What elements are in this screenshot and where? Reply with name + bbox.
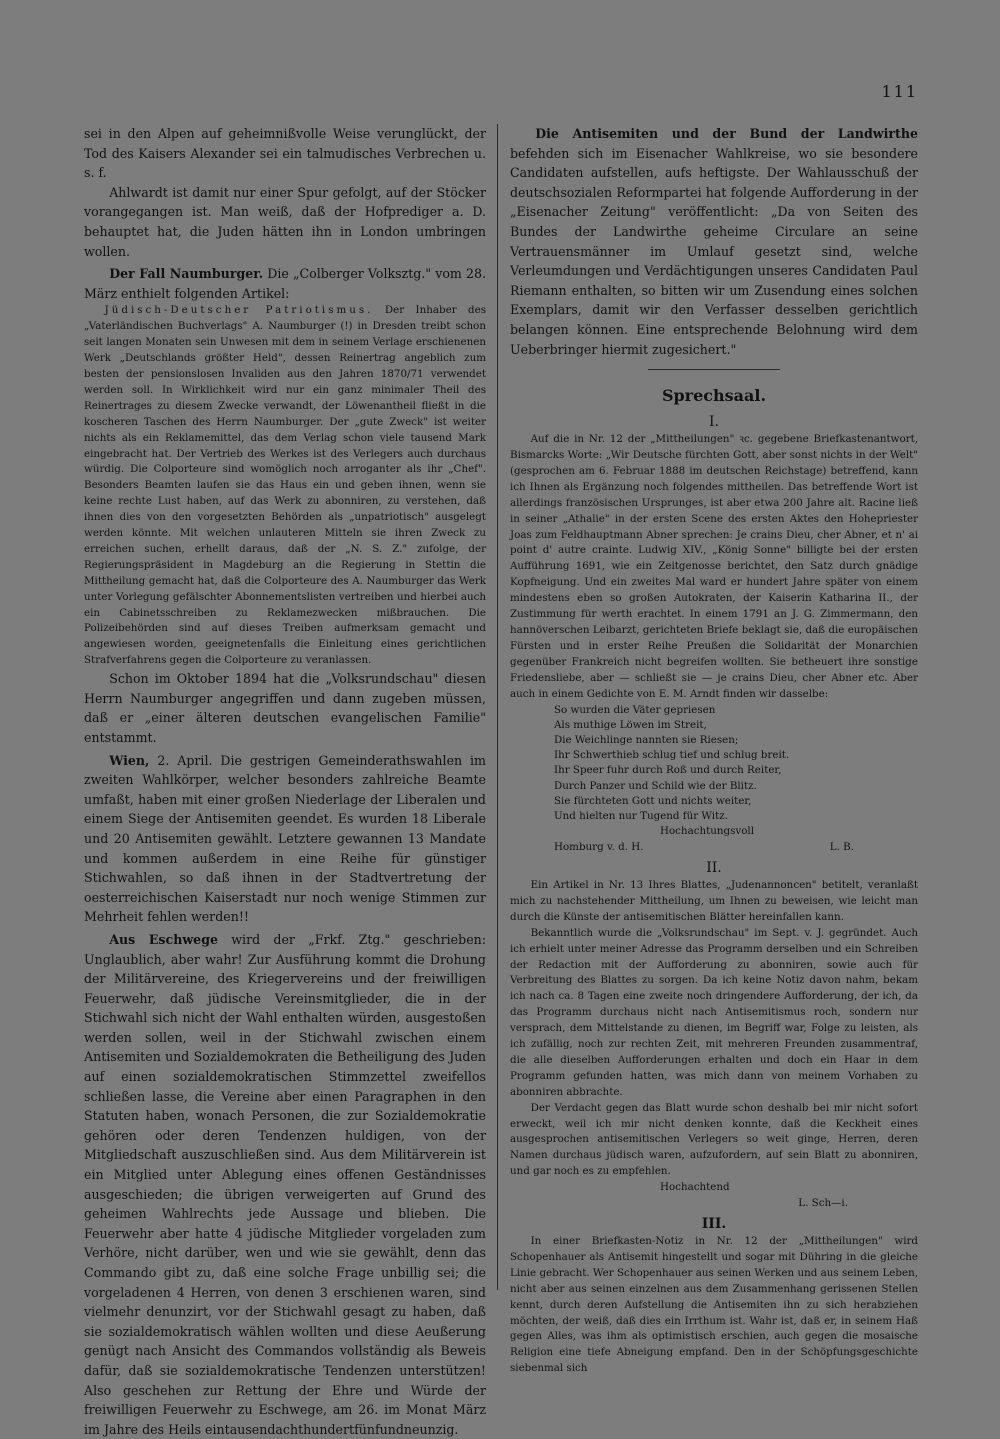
paragraph-volksrundschau: Schon im Oktober 1894 hat die „Volksrundschau" diesen Herrn Naumburger angegriffen und dann zugeben müssen, daß er „einer älteren deutschen evangelischen Familie" entstammt. — [84, 671, 486, 745]
letter-1-text: Auf die in Nr. 12 der „Mittheilungen" ꝛc. gegebene Briefkastenantwort, Bismarcks Worte: „Wir Deutsche fürchten Gott, aber sonst nichts in der Welt" (gesprochen am 6. Februar 1888 im deutschen Reichstage) betreffend, kann ich Ihnen als Ergänzung noch folgendes mittheilen. Das betreffende Wort ist allerdings französischen Ursprunges, ist aber etwa 200 Jahre alt. Racine ließ in seiner „Athalie" in der ersten Scene des ersten Aktes den Hohepriester Joas zum Feldhauptmann Abner sprechen: Je crains Dieu, cher Abner, et n' ai point d' autre crainte. Ludwig XIV., „König Sonne" billigte bei der ersten Aufführung 1691, wie ein Zeitgenosse berichtet, den Satz durch gnädige Kopfneigung. Und ein zweites Mal ward er hundert Jahre später von einem mindestens eben so großen Autokraten, der Kaiserin Katharina II., der Zustimmung für werth erachtet. In einem 1791 an J. G. Zimmermann, den hannöverschen Leibarzt, gerichteten Briefe beklagt sie, daß die europäischen Fürsten und in erster Reihe Preußen die Solidarität der Monarchien gegenüber Frankreich nicht begreifen wollten. Sie betheuert ihre sonstige Friedensliebe, aber — schließt sie — je crains Dieu, cher Abner etc. Aber auch in einem Gedichte von E. M. Arndt finden wir dasselbe: — [510, 433, 918, 700]
poem-line: Die Weichlinge nannten sie Riesen; — [554, 733, 739, 746]
poem-line: Ihr Schwerthieb schlug tief und schlug breit. — [554, 749, 790, 762]
page-number: 111 — [881, 82, 918, 101]
poem-line: Durch Panzer und Schild wie der Blitz. — [554, 779, 757, 792]
article-naumburger — [84, 264, 486, 303]
letter-number-1: I. — [709, 414, 719, 431]
letter-2-signature: L. Sch—i. — [798, 1197, 848, 1210]
article-text-bund: befehden sich im Eisenacher Wahlkreise, wo sie besondere Candidaten aufstellen, aufs heftigste. Der Wahlausschuß der deutschsozialen Reformpartei hat folgende Aufforderung in der „Eisenacher Zeitung" veröffentlicht: „Da von Seiten des Bundes der Landwirthe geheime Circulare an seine Vertrauensmänner im Umlauf gesetzt sind, welche Verleumdungen und Verdächtigungen unseres Candidaten Paul Riemann enthalten, so bitten wir um Zusendung eines solchen Exemplars, damit wir den Verfasser desselben gerichtlich belangen können. Eine entsprechende Belohnung wird dem Ueberbringer hiermit zugesichert." — [510, 145, 918, 357]
poem-line: Sie fürchteten Gott und nichts weiter, — [554, 794, 752, 807]
article-heading-bund: Die Antisemiten und der Bund der Landwirthe — [535, 126, 918, 141]
left-column — [84, 124, 486, 1439]
letter-1-signature-row — [510, 840, 918, 856]
poem-line: Ihr Speer fuhr durch Roß und durch Reiter, — [554, 764, 782, 777]
article-text-eschwege: wird der „Frkf. Ztg." geschrieben: Unglaublich, aber wahr! Zur Ausführung kommt die Drohung der Militärvereine, des Kriegervereins und der freiwilligen Feuerwehr, daß jüdische Vereinsmitglieder, die in der Stichwahl sich nicht der Wahl enthalten würden, ausgestoßen werden sollen, weil in der Stichwahl zwischen einem Antisemiten und Sozialdemokraten die Betheiligung des Juden auf einen sozialdemokratischen Stimmzettel zweifellos schließen lasse, die Vereine aber einen Paragraphen in den Statuten haben, wonach Personen, die zur Sozialdemokratie gehören oder deren Tendenzen huldigen, von der Mitgliedschaft auszuschließen sind. Aus dem Militärverein ist ein Mitglied unter Ablegung eines offenen Geständnisses ausgeschieden; die übrigen verweigerten auf Grund des geheimen Wahlrechts jede Aussage und blieben. Die Feuerwehr aber hatte 4 jüdische Mitglieder vorgeladen zum Verhöre, nicht darüber, wen und wie sie gewählt, denn das Commando gibt zu, daß eine solche Frage unbillig sei; die vorgeladenen 4 Herren, von denen 3 erschienen waren, sind vielmehr denunzirt, vor der Stichwahl gesagt zu haben, daß sie sozialdemokratisch wählen wollten und diese Aeußerung genügt nach Ansicht des Commandos vollständig als Beweis dafür, daß sie sozialdemokratische Tendenzen unterstützen! Also geschehen zur Rettung der Ehre und Würde der freiwilligen Feuerwehr zu Eschwege, am 26. im Monat März im Jahre des Heils eintausendachthundertfünfundneunzig. — [84, 931, 486, 1437]
article-heading-wien: Wien, — [109, 752, 150, 768]
letter-1-signature: L. B. — [829, 841, 854, 854]
letter-2-paragraph-1: Ein Artikel in Nr. 13 Ihres Blattes, „Judenannoncen" betitelt, veranlaßt mich zu nachstehender Mittheilung, um Ihnen zu beweisen, wie leicht man durch die Künste der antisemitischen Blätter hereinfallen kann. — [510, 878, 918, 923]
article-text-wien: 2. April. Die gestrigen Gemeinderathswahlen im zweiten Wahlkörper, welcher besonders zahlreiche Beamte umfaßt, haben mit einer großen Niederlage der Liberalen und einem Siege der Antisemiten geendet. Es wurden 18 Liberale und 20 Antisemiten gewählt. Letztere gewannen 13 Mandate und kommen außerdem in eine Reihe für günstiger Stichwahlen, so daß ihnen in der Stadtvertretung der oesterreichischen Kaiserstadt nur noch wenige Stimmen zur Mehrheit fehlen werden!! — [84, 752, 486, 925]
letter-number-3: III. — [701, 1216, 727, 1232]
right-column — [510, 124, 918, 1377]
section-rule — [648, 369, 780, 370]
poem-line: Und hielten nur Tugend für Witz. — [554, 809, 728, 822]
letter-3-text: In einer Briefkasten-Notiz in Nr. 12 der „Mittheilungen" wird Schopenhauer als Antisemit hingestellt und sogar mit Dühring in die gleiche Linie gebracht. Wer Schopenhauer aus seinen Werken und aus seinem Leben, nicht aber aus seinen einzelnen aus dem Zusammenhang gerissenen Stellen kennt, durch deren Aufstellung die Antisemiten ihn zu sich herabziehen möchten, der weiß, daß dies ein Irrthum ist. Wahr ist, daß er, in seinem Haß gegen Alles, was ihm als optimistisch erschien, auch gegen die mosaische Religion eine tiefe Abneigung empfand. Den in der Schöpfungsgeschichte siebenmal sich — [510, 1235, 918, 1375]
article-intro-naumburger: Die „Colberger Volksztg." vom 28. März enthielt folgenden Artikel: — [84, 266, 487, 301]
article-bund — [510, 124, 918, 359]
quoted-article-title: Jüdisch-Deutscher Patriotismus. — [104, 304, 374, 317]
paragraph-ahlwardt: Ahlwardt ist damit nur einer Spur gefolgt, auf der Stöcker vorangegangen ist. Man weiß, daß der Hofprediger a. D. behauptet hat, die Juden hätten ihn in London umbringen wollen. — [84, 184, 486, 259]
section-title-sprechsaal: Sprechsaal. — [661, 386, 767, 406]
letter-2-greeting: Hochachtend — [660, 1181, 730, 1194]
poem-line: Als muthige Löwen im Streit, — [554, 718, 707, 731]
column-divider — [497, 124, 498, 1290]
article-heading-naumburger: Der Fall Naumburger. — [109, 266, 264, 282]
letter-2-paragraph-3: Der Verdacht gegen das Blatt wurde schon deshalb bei mir nicht sofort erweckt, weil ich mir nicht denken konnte, daß die Keckheit eines ausgesprochen antisemitischen Verlegers so weit ginge, Herren, deren Namen durchaus jüdisch waren, aufzufordern, auf sein Blatt zu abonniren, und gar noch es zu empfehlen. — [510, 1101, 918, 1178]
article-eschwege — [84, 930, 486, 1439]
poem-line: So wurden die Väter gepriesen — [554, 703, 716, 716]
letter-1-place: Homburg v. d. H. — [554, 841, 644, 854]
article-wien — [84, 751, 486, 927]
quoted-article-text: Der Inhaber des „Vaterländischen Buchverlags" A. Naumburger (!) in Dresden treibt schon seit langen Monaten sein Unwesen mit dem in seinem Verlage erschienenen Werk „Deutschlands größter Held", dessen Reinertrag angeblich zum besten der pensionslosen Invaliden aus den Jahren 1870/71 verwendet werden soll. In Wirklichkeit wird nur ein ganz minimaler Theil des Reinertrages zu diesem Zwecke verwandt, der Löwenantheil fließt in die koscheren Taschen des Herrn Naumburger. Der „gute Zweck" ist weiter nichts als ein Reklamemittel, das dem Verlag schon viele tausend Mark eingebracht hat. Der Vertrieb des Werkes ist des Verlegers auch durchaus würdig. Die Colporteure sind womöglich noch arroganter als ihr „Chef". Besonders Beamten laufen sie das Haus ein und geben ihnen, wenn sie keine rechte Lust haben, auf das Werk zu abonniren, zu verstehen, daß ihnen dies von den vorgesetzten Behörden als „unpatriotisch" ausgelegt werden könnte. Mit welchen unlauteren Mitteln sie ihren Zweck zu erreichen suchen, erhellt daraus, daß der „N. S. Z." zufolge, der Regierungspräsident in Magdeburg an die Regierung in Stettin die Mittheilung gemacht hat, daß die Colporteure des A. Naumburger das Werk unter Vorlegung gefälschter Abonnementslisten vertreiben und hierbei auch ein Cabinetsschreiben zu Reklamezwecken mißbrauchen. Die Polizeibehörden sind auf dieses Treiben aufmerksam gemacht und angewiesen worden, geeignetenfalls die Einleitung eines gerichtlichen Strafverfahrens gegen die Colporteure zu veranlassen. — [84, 304, 486, 667]
paragraph-alps: sei in den Alpen auf geheimnißvolle Weise verunglückt, der Tod des Kaisers Alexander sei ein talmudisches Verbrechen u. s. f. — [84, 126, 486, 181]
letter-1-greeting: Hochachtungsvoll — [660, 825, 754, 838]
quoted-article — [84, 303, 486, 669]
article-heading-eschwege: Aus Eschwege — [109, 931, 219, 947]
poem — [510, 703, 918, 825]
letter-2-paragraph-2: Bekanntlich wurde die „Volksrundschau" im Sept. v. J. gegründet. Auch ich erhielt unter meiner Adresse das Programm derselben und ein Schreiben der Redaction mit der Aufforderung zu abonniren, sowie auch für Verbreitung des Blattes zu sorgen. Da ich keine Notiz davon nahm, bekam ich nach ca. 8 Tagen eine zweite noch dringendere Aufforderung, der ich, da das Programm durchaus nicht nach Antisemitismus roch, sondern nur versprach, dem Mittelstande zu dienen, im Begriff war, Folge zu leisten, als ich zufällig, noch zur rechten Zeit, mit mehreren Freunden zusammentraf, die alle dieselben Aufforderungen erhalten und doch ein Haar in dem Programm gefunden hatten, was mich dann von meinem Vorhaben zu abonniren abbrachte. — [510, 926, 918, 1098]
letter-number-2: II. — [706, 859, 722, 876]
